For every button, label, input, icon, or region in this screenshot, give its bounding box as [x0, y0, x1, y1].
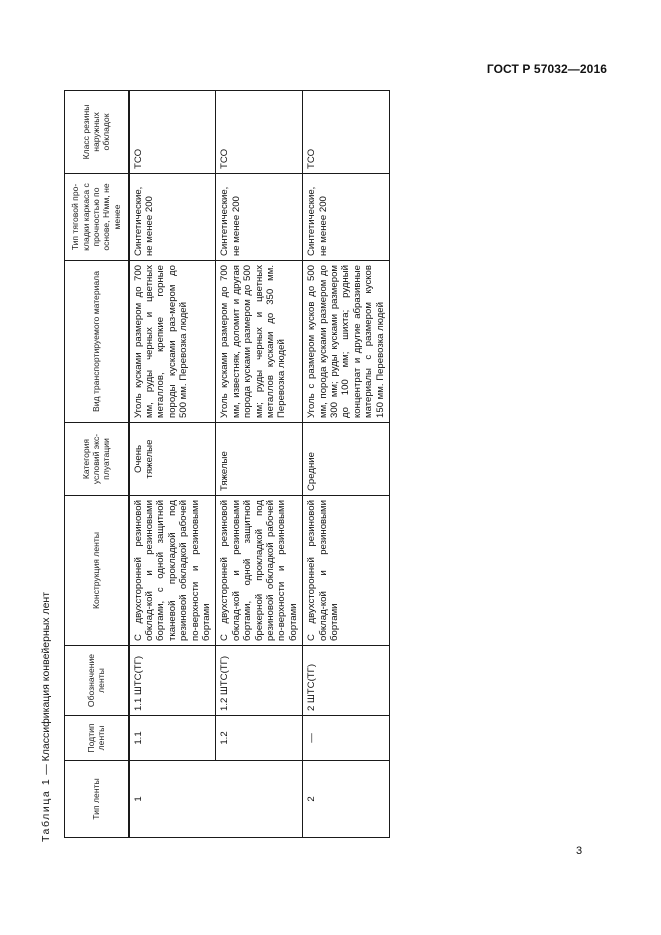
classification-table — [64, 90, 390, 838]
cell-material: Уголь с размером кусков до 500 мм, порода кусками размером до 300 мм; руды кусками размером до 100 мм; шихта; рудный концентрат и другие абразивные материалы с размером кусков 150 мм. Перевозка людей — [303, 261, 390, 423]
cell-rubber-class: ТСО — [303, 91, 390, 174]
cell-material: Уголь кусками размером до 700 мм, известняк, доломит и другая порода кусками размером до 500 мм; руды черных и цветных металлов кусками до 350 мм. Перевозка людей — [216, 261, 303, 423]
cell-rubber-class: ТСО — [129, 91, 216, 174]
col-header-construction: Конструкция ленты — [65, 496, 129, 646]
cell-category: Очень тяжелые — [129, 423, 216, 496]
col-header-subtype: Подтип ленты — [65, 716, 129, 761]
table-row — [303, 91, 390, 838]
cell-carcass: Синтетические, не менее 200 — [129, 174, 216, 261]
table-caption-title: — Классификация конвейерных лент — [40, 591, 52, 778]
cell-type: 2 — [303, 761, 390, 838]
col-header-category: Категория условий экс-плуатации — [65, 423, 129, 496]
cell-carcass: Синтетические, не менее 200 — [216, 174, 303, 261]
cell-category: Тяжелые — [216, 423, 303, 496]
table-caption — [39, 591, 53, 842]
cell-material: Уголь кусками размером до 700 мм, руды черных и цветных металлов, крепкие горные породы кусками раз-мером до 500 мм. Перевозка людей — [129, 261, 216, 423]
cell-subtype: — — [303, 716, 390, 761]
col-header-rubber-class: Класс резины наружных обкладок — [65, 91, 129, 174]
table-row — [216, 91, 303, 838]
standard-code: ГОСТ Р 57032—2016 — [486, 62, 607, 76]
col-header-designation: Обозначение ленты — [65, 646, 129, 716]
cell-designation: 2 ШТС(ТГ) — [303, 646, 390, 716]
cell-subtype: 1.1 — [129, 716, 216, 761]
cell-designation: 1.1 ШТС(ТГ) — [129, 646, 216, 716]
cell-construction: С двухсторонней резиновой обклад-кой и резиновыми бортами — [303, 496, 390, 646]
table-row — [129, 91, 216, 838]
cell-construction: С двухсторонней резиновой обклад-кой и резиновыми бортами, с одной защитной тканевой прокладкой под резиновой обкладкой рабочей по-верхности и резиновыми бортами — [129, 496, 216, 646]
table-caption-label: Таблица 1 — [40, 777, 52, 842]
col-header-type: Тип ленты — [65, 761, 129, 838]
cell-category: Средние — [303, 423, 390, 496]
cell-rubber-class: ТСО — [216, 91, 303, 174]
cell-carcass: Синтетические, не менее 200 — [303, 174, 390, 261]
cell-construction: С двухсторонней резиновой обклад-кой и резиновыми бортами, одной защитной брекерной прокладкой под резиновой обкладкой рабочей по-верхности и резиновыми бортами — [216, 496, 303, 646]
cell-type — [216, 761, 303, 838]
col-header-material: Вид транспортируемого материала — [65, 261, 129, 423]
page-number: 3 — [576, 845, 583, 857]
table-header-row — [65, 91, 129, 838]
classification-table-wrapper — [64, 91, 386, 838]
cell-type: 1 — [129, 761, 216, 838]
col-header-carcass: Тип тяговой про-кладки каркаса с прочностью по основе, Н/мм, не менее — [65, 174, 129, 261]
cell-designation: 1.2 ШТС(ТГ) — [216, 646, 303, 716]
cell-subtype: 1.2 — [216, 716, 303, 761]
